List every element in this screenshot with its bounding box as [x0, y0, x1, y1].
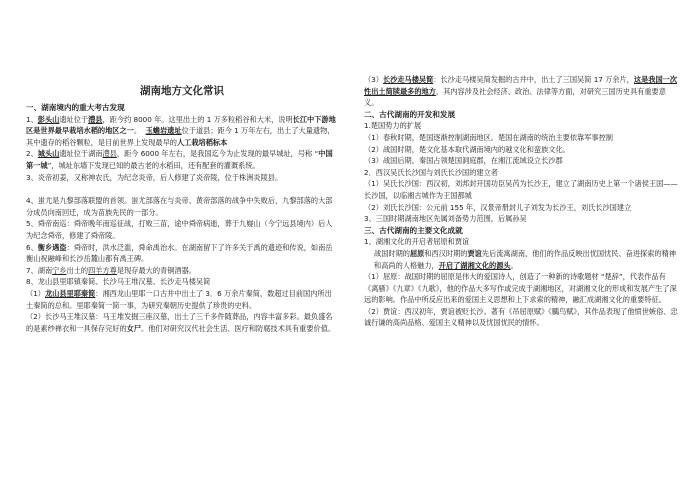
point-4-2: （2）贾谊：西汉初年，贾谊被贬长沙。著有《吊屈原赋》《鵩鸟赋》，其作品表现了他愤世嫉俗、忠诚行谦的高尚品格、爱国主义精神以及忧国忧民的情怀。 [364, 306, 678, 328]
section-heading-3: 三、古代湖南的主要文化成就 [364, 225, 463, 235]
item-3: 3、炎帝初姜，又称神农氏，为纪念炎帝，后人修建了炎帝陵，位于株洲炎陵县。 [26, 172, 283, 182]
right-column [364, 74, 678, 329]
term-yu: 衡乡遇盗 [37, 242, 67, 252]
section-heading-1: 一、湖南境内的重大考古发现 [26, 103, 125, 112]
point-4-1: （1）屈原：战国时期的屈原是伟大的爱国诗人，创造了一种新的诗歌题材 “楚辞”，代表作品有《离骚》《九章》《九歌》，他的作品大多写作或完成于湖湘地区，对湖湘文化的形成和发展产生了深远的影响。作品中所反应出来的爱国主义思想和上下求索的精神，融汇成湖湘文化的重要特征。 [364, 272, 677, 305]
point-1: 1.楚国势力的扩展 [364, 121, 422, 131]
emphasis-first-city: 中国第一城 [26, 149, 333, 170]
term-yuchanyan: 玉蟾岩遗址 [145, 126, 182, 136]
item-1: 1、彭头山遗址位于澧县，距今约 8000 年。这里出土的 1 万多粒稻谷和大米，说明长江中下游地区是世界最早栽培水稻的地区之一。 玉蟾岩遗址位于道县；距今 1 万年左右，出土了大量遗物，其中遗存的稻谷颗粒，是目前世界上发现最早的人工栽培稻标本 [26, 114, 336, 147]
emphasis-most-bamboo-slips: 这是我国一次性出土简牍最多的地方 [364, 75, 678, 96]
emphasis-huxiang-origin: 开启了湖湘文化的源头 [438, 260, 511, 270]
item-2: 2、城头山遗址位于湖南澧县，距今 6000 年左右，是我国迄今为止发现的最早城址，号称 “中国第一城”，城址东墙下发现已知的最古老的水稻田，还有配套的灌溉系统。 [26, 149, 333, 170]
emphasis-rice-origin: 长江中下游地区是世界最早栽培水稻的地区之一 [26, 114, 336, 136]
item-6: 6、衡乡遇盗：舜帝时，洪水泛滥，舜命禹治水。在湖南留下了许多关于禹的遗迹和传说，如南岳衡山祝融峰和长沙岳麓山都有禹王碑。 [26, 242, 333, 264]
point-4-intro: 战国时期的屈原和西汉时期的贾谊先后流寓湖南，他们的作品反映出忧国忧民、奋进探索的精神和高尚的人格魅力，开启了湖湘文化的源头。 [374, 248, 676, 270]
document-title: 湖南地方文化常识 [140, 85, 224, 97]
point-1-1: （1）春秋时期，楚国逐渐控制湖南地区。楚国在湖南的统治主要依靠军事控制 [364, 132, 613, 142]
item-8: 8、龙山县里耶镇秦简、长沙马王堆汉墓、长沙走马楼吴简 [26, 277, 211, 287]
point-2-2: （2）刘氏长沙国：公元前 155 年，汉景帝册封儿子刘发为长沙王，刘氏长沙国建立 [364, 202, 632, 212]
item-7: 7、湖南宁乡出土的四羊方尊是现存最大的青铜酒器。 [26, 265, 196, 275]
term-jiayi: 贾谊 [467, 248, 482, 258]
term-quyuan: 屈原 [409, 248, 425, 258]
section-heading-2: 二、古代湖南的开发和发展 [364, 109, 456, 119]
term-siyangfangzun: 四羊方尊 [88, 265, 117, 275]
term-pengtoushan: 彭头山 [37, 114, 60, 124]
term-chengtoushan: 城头山 [37, 149, 60, 159]
point-1-2: （2）战国时期，楚文化基本取代湖南境内的越文化和蛮族文化。 [364, 144, 570, 154]
term-liye-qinjian: 龙山县里耶秦简 [44, 288, 96, 298]
point-2: 2．西汉吴氏长沙国与刘氏长沙国的建立者 [364, 167, 498, 177]
term-zoumalou-wujian: 长沙走马楼吴简 [382, 75, 434, 84]
sub-item-3: （3）长沙走马楼吴简：长沙走马楼吴简发掘的古井中，出土了三国吴简 17 万余片，这是我国一次性出土简牍最多的地方，其内容涉及社会经济、政治、法律等方面，对研究三国历史具有重要意义。 [364, 75, 678, 108]
sub-item-2: （2）长沙马王堆汉墓：马王堆发掘三座汉墓，出土了三千多件随葬品，内容丰富多彩。最负盛名的是素纱禅衣和一具保存完好的女尸。他们对研究汉代社会生活、医疗和防腐技术具有重要价值。 [26, 312, 336, 333]
point-1-3: （3）战国后期，秦国占领楚国洞庭郡，在湘江流域设立长沙郡 [364, 156, 563, 166]
point-4: 1、湖湘文化的开启者屈原和贾谊 [364, 237, 470, 247]
point-3: 3、三国时期湖南地区先属刘备势力范围，后属孙吴 [364, 214, 527, 224]
sub-item-1: （1）龙山县里耶秦简：湘西龙山里耶一口古井中出土了 3．6 万余片秦简，数超过目前国内所出土秦简的总和。里耶秦简一简一事，为研究秦朝历史提供了珍贵的史料。 [26, 288, 332, 310]
term-female-corpse: 女尸 [126, 323, 142, 333]
item-5: 5、舜帝南巡：舜帝晚年南巡征战，打败三苗，途中舜帝病逝，葬于九嶷山（今宁远县境内）后人为纪念舜帝，修建了舜帝陵。 [26, 219, 333, 240]
item-4: 4、蚩尤是九黎部落联盟的首领。蚩尤部落在与炎帝、黄帝部落的战争中失败后，九黎部落的大部分成员向南回迁，成为苗族先民的一部分。 [26, 196, 333, 217]
left-column [26, 74, 338, 334]
point-2-1: （1）吴氏长沙国：西汉初，刘邦封开国功臣吴芮为长沙王，建立了湖南历史上第一个诸侯王国——长沙国，以临湘古城作为王国都城 [364, 179, 678, 200]
